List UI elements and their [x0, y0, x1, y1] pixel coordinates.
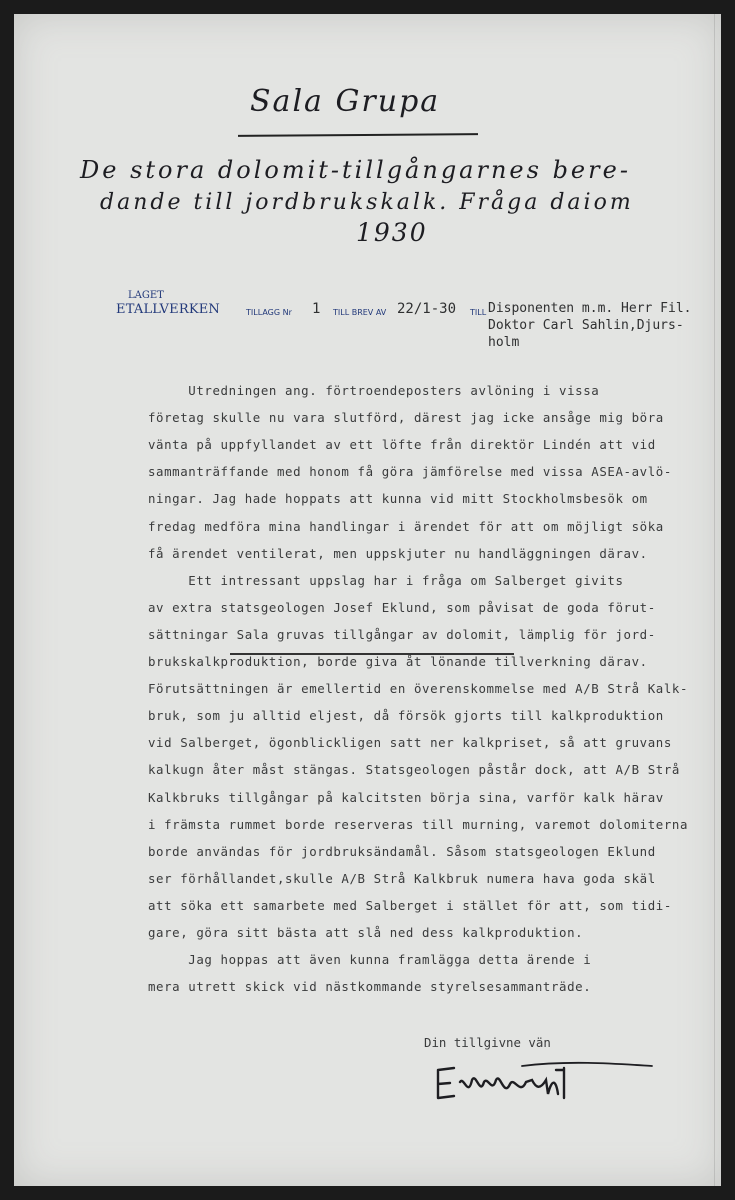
- till-brev-value: 22/1-30: [397, 301, 457, 317]
- handwritten-subtitle-line-1: De stora dolomit-tillgångarnes bere-: [80, 156, 631, 184]
- body-line: Förutsättningen är emellertid en överenskommelse med A/B Strå Kalk-: [148, 681, 689, 697]
- letterhead-company-name: ETALLVERKEN: [116, 302, 221, 317]
- recipient-line-2: Doktor Carl Sahlin,Djurs-: [488, 318, 684, 333]
- body-line: brukskalkproduktion, borde giva åt lönande tillverkning därav.: [148, 654, 648, 669]
- signature: [430, 1058, 660, 1108]
- body-line: i främsta rummet borde reserveras till murning, varemot dolomiterna: [148, 816, 689, 832]
- handwritten-year: 1930: [356, 218, 428, 247]
- body-line: borde användas för jordbruksändamål. Såsom statsgeologen Eklund: [148, 843, 656, 859]
- recipient-line-3: holm: [488, 335, 520, 350]
- tillagg-label: TILLAGG Nr: [246, 308, 292, 317]
- body-line: fredag medföra mina handlingar i ärendet för att om möjligt söka: [148, 518, 664, 534]
- body-line: Kalkbruks tillgångar på kalcitsten börja sina, varför kalk härav: [148, 789, 664, 805]
- body-line: få ärendet ventilerat, men uppskjuter nu handläggningen därav.: [148, 545, 648, 561]
- body-line: sammanträffande med honom få göra jämförelse med vissa ASEA-avlö-: [148, 464, 672, 480]
- body-line: att söka ett samarbete med Salberget i stället för att, som tidi-: [148, 897, 672, 913]
- handwritten-subtitle-line-2: dande till jordbrukskalk. Fråga daiom: [100, 190, 634, 215]
- till-label: TILL: [470, 308, 487, 317]
- recipient-line-1: Disponenten m.m. Herr Fil.: [488, 301, 692, 316]
- body-line: mera utrett skick vid nästkommande styrelsesammanträde.: [148, 979, 592, 995]
- body-line: av extra statsgeologen Josef Eklund, som påvisat de goda förut-: [148, 599, 656, 615]
- body-line: bruk, som ju alltid eljest, då försök gjorts till kalkproduktion: [148, 708, 664, 724]
- body-line: vid Salberget, ögonblickligen satt ner kalkpriset, så att gruvans: [148, 735, 672, 751]
- body-line: Ett intressant uppslag har i fråga om Salberget givits: [148, 572, 624, 588]
- handwritten-title: Sala Grupa: [250, 84, 441, 119]
- body-line: sättningar Sala gruvas tillgångar av dolomit, lämplig för jord-: [148, 626, 656, 642]
- till-brev-label: TILL BREV AV: [333, 308, 387, 317]
- handwritten-underline: [230, 653, 514, 655]
- page-fold-line: [714, 14, 715, 1186]
- letterhead-company-top: LAGET: [128, 290, 164, 301]
- body-line: Utredningen ang. förtroendeposters avlöning i vissa: [148, 383, 600, 398]
- body-line: vänta på uppfyllandet av ett löfte från direktör Lindén att vid: [148, 437, 656, 453]
- body-line: Jag hoppas att även kunna framlägga detta ärende i: [148, 952, 592, 968]
- tillagg-value: 1: [312, 301, 321, 317]
- body-line: gare, göra sitt bästa att slå ned dess kalkproduktion.: [148, 925, 584, 940]
- body-line: kalkugn åter måst stängas. Statsgeologen påstår dock, att A/B Strå: [148, 762, 680, 778]
- body-line: ser förhållandet,skulle A/B Strå Kalkbruk numera hava goda skäl: [148, 870, 656, 886]
- body-line: ningar. Jag hade hoppats att kunna vid mitt Stockholmsbesök om: [148, 491, 648, 507]
- closing-phrase: Din tillgivne vän: [424, 1035, 551, 1050]
- body-line: företag skulle nu vara slutförd, därest jag icke ansåge mig böra: [148, 410, 664, 426]
